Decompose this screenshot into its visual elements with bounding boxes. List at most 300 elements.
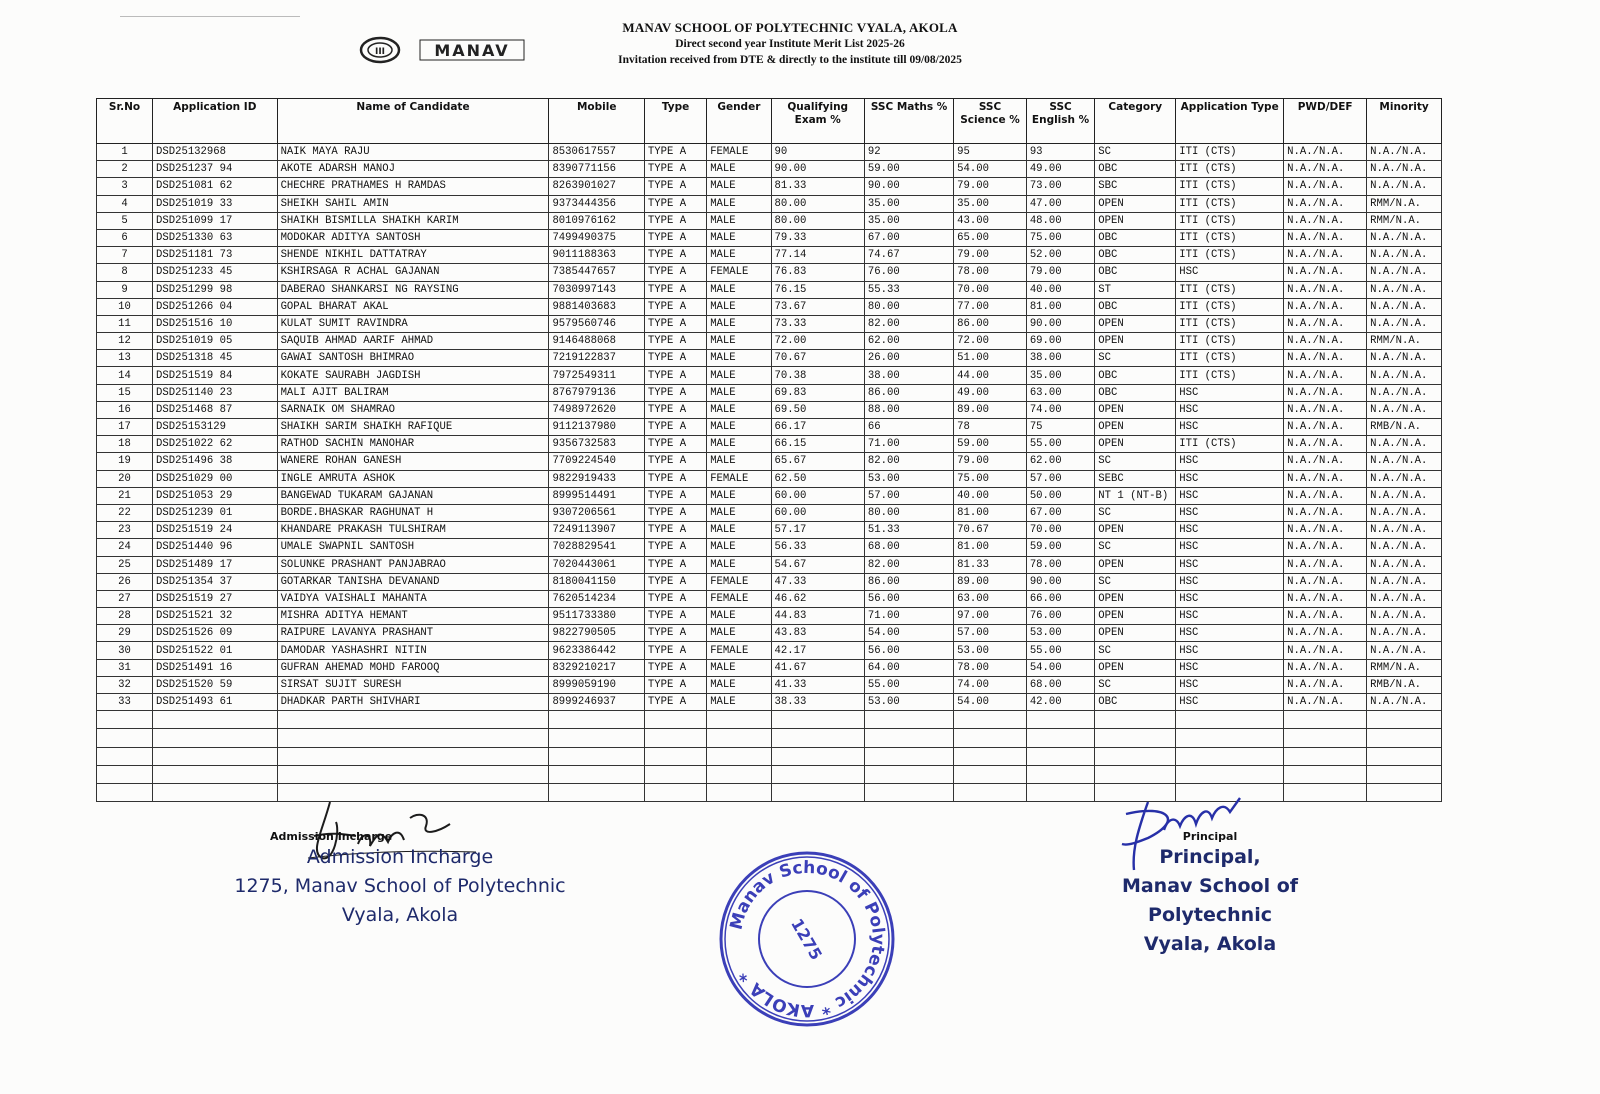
table-row (97, 625, 1442, 642)
table-cell: 59.00 (864, 161, 953, 178)
table-cell: N.A./N.A. (1284, 298, 1367, 315)
table-row (97, 659, 1442, 676)
table-cell: DSD251468 87 (153, 401, 278, 418)
table-cell: 73.67 (771, 298, 864, 315)
empty-cell (97, 729, 153, 747)
institute-title: MANAV SCHOOL OF POLYTECHNIC VYALA, AKOLA (622, 20, 958, 35)
table-cell: 27 (97, 590, 153, 607)
table-row (97, 419, 1442, 436)
top-rule (120, 16, 300, 17)
table-cell: TYPE A (644, 556, 706, 573)
empty-cell (707, 765, 771, 783)
empty-cell (1026, 729, 1094, 747)
table-cell: 47.00 (1026, 195, 1094, 212)
empty-cell (549, 765, 644, 783)
document-header (560, 20, 1020, 68)
table-cell: 9579560746 (549, 315, 644, 332)
table-cell: OPEN (1095, 401, 1176, 418)
table-cell: HSC (1176, 590, 1284, 607)
table-cell: 90.00 (1026, 573, 1094, 590)
admission-incharge-label: Admission Incharge (270, 830, 393, 843)
table-cell: 53.00 (954, 642, 1027, 659)
table-cell: DSD25132968 (153, 144, 278, 161)
empty-cell (549, 747, 644, 765)
empty-row (97, 747, 1442, 765)
table-cell: N.A./N.A. (1284, 419, 1367, 436)
table-row (97, 161, 1442, 178)
table-cell: OPEN (1095, 556, 1176, 573)
table-cell: 86.00 (954, 315, 1027, 332)
table-cell: 97.00 (954, 608, 1027, 625)
table-cell: RMM/N.A. (1367, 195, 1442, 212)
table-cell: 54.00 (954, 161, 1027, 178)
table-cell: 62.00 (864, 333, 953, 350)
table-cell: 79.00 (1026, 264, 1094, 281)
table-cell: N.A./N.A. (1367, 384, 1442, 401)
table-cell: MALE (707, 229, 771, 246)
table-cell: TYPE A (644, 436, 706, 453)
table-cell: DSD251140 23 (153, 384, 278, 401)
table-cell: HSC (1176, 522, 1284, 539)
table-cell: TYPE A (644, 264, 706, 281)
table-cell: OBC (1095, 367, 1176, 384)
column-header: Mobile (549, 99, 644, 144)
table-cell: N.A./N.A. (1284, 573, 1367, 590)
table-cell: HSC (1176, 659, 1284, 676)
table-cell: MALE (707, 333, 771, 350)
table-cell: 8999246937 (549, 694, 644, 711)
table-row (97, 281, 1442, 298)
table-cell: OPEN (1095, 522, 1176, 539)
table-row (97, 436, 1442, 453)
table-cell: 47.33 (771, 573, 864, 590)
table-cell: 46.62 (771, 590, 864, 607)
empty-cell (954, 711, 1027, 729)
table-cell: TYPE A (644, 590, 706, 607)
table-cell: 69.83 (771, 384, 864, 401)
table-cell: ITI (CTS) (1176, 229, 1284, 246)
table-cell: 23 (97, 522, 153, 539)
table-cell: DSD251233 45 (153, 264, 278, 281)
table-cell: 50.00 (1026, 487, 1094, 504)
table-cell: TYPE A (644, 504, 706, 521)
table-cell: DSD251493 61 (153, 694, 278, 711)
column-header: Category (1095, 99, 1176, 144)
column-header: Gender (707, 99, 771, 144)
table-cell: 14 (97, 367, 153, 384)
table-cell: TYPE A (644, 401, 706, 418)
table-cell: 57.00 (864, 487, 953, 504)
table-cell: ITI (CTS) (1176, 161, 1284, 178)
table-cell: 7020443061 (549, 556, 644, 573)
table-row (97, 195, 1442, 212)
empty-cell (1367, 729, 1442, 747)
table-cell: 13 (97, 350, 153, 367)
table-cell: 26.00 (864, 350, 953, 367)
table-cell: 29 (97, 625, 153, 642)
table-cell: MALE (707, 504, 771, 521)
table-cell: 49.00 (954, 384, 1027, 401)
table-cell: KULAT SUMIT RAVINDRA (277, 315, 549, 332)
table-cell: N.A./N.A. (1367, 315, 1442, 332)
table-cell: GOPAL BHARAT AKAL (277, 298, 549, 315)
table-cell: 9373444356 (549, 195, 644, 212)
table-row (97, 264, 1442, 281)
table-cell: 42.17 (771, 642, 864, 659)
table-cell: 86.00 (864, 384, 953, 401)
table-cell: DSD25153129 (153, 419, 278, 436)
table-cell: 8180041150 (549, 573, 644, 590)
table-cell: DSD251081 62 (153, 178, 278, 195)
table-cell: 70.00 (954, 281, 1027, 298)
table-cell: DSD251496 38 (153, 453, 278, 470)
empty-cell (707, 783, 771, 801)
table-cell: N.A./N.A. (1284, 264, 1367, 281)
empty-cell (1367, 783, 1442, 801)
table-cell: 20 (97, 470, 153, 487)
table-cell: N.A./N.A. (1367, 694, 1442, 711)
table-cell: VAIDYA VAISHALI MAHANTA (277, 590, 549, 607)
empty-cell (707, 711, 771, 729)
table-cell: HSC (1176, 608, 1284, 625)
table-cell: 62.50 (771, 470, 864, 487)
table-cell: N.A./N.A. (1367, 453, 1442, 470)
table-cell: RATHOD SACHIN MANOHAR (277, 436, 549, 453)
table-cell: N.A./N.A. (1284, 281, 1367, 298)
table-cell: 67.00 (864, 229, 953, 246)
table-cell: 21 (97, 487, 153, 504)
table-cell: 41.33 (771, 676, 864, 693)
table-cell: N.A./N.A. (1367, 281, 1442, 298)
table-cell: KOKATE SAURABH JAGDISH (277, 367, 549, 384)
stamp-center-code: 1275 (787, 915, 826, 964)
table-cell: 10 (97, 298, 153, 315)
table-cell: 7620514234 (549, 590, 644, 607)
table-cell: DSD251099 17 (153, 212, 278, 229)
table-cell: 40.00 (954, 487, 1027, 504)
table-cell: SBC (1095, 178, 1176, 195)
table-cell: 54.67 (771, 556, 864, 573)
table-cell: ITI (CTS) (1176, 144, 1284, 161)
table-row (97, 453, 1442, 470)
table-cell: N.A./N.A. (1367, 590, 1442, 607)
table-row (97, 694, 1442, 711)
table-cell: 73.00 (1026, 178, 1094, 195)
table-cell: N.A./N.A. (1284, 659, 1367, 676)
empty-row (97, 711, 1442, 729)
table-cell: 5 (97, 212, 153, 229)
empty-cell (1367, 747, 1442, 765)
table-cell: N.A./N.A. (1284, 315, 1367, 332)
table-cell: 9511733380 (549, 608, 644, 625)
table-cell: 55.00 (1026, 436, 1094, 453)
table-cell: 30 (97, 642, 153, 659)
table-cell: 77.14 (771, 247, 864, 264)
table-cell: 53.00 (864, 694, 953, 711)
table-cell: 41.67 (771, 659, 864, 676)
table-cell: DSD251489 17 (153, 556, 278, 573)
table-cell: MALE (707, 522, 771, 539)
table-header-row (97, 99, 1442, 144)
table-cell: N.A./N.A. (1367, 539, 1442, 556)
table-cell: HSC (1176, 694, 1284, 711)
table-cell: MALE (707, 178, 771, 195)
table-cell: N.A./N.A. (1284, 195, 1367, 212)
table-cell: TYPE A (644, 333, 706, 350)
table-row (97, 556, 1442, 573)
empty-cell (954, 747, 1027, 765)
table-cell: 48.00 (1026, 212, 1094, 229)
empty-cell (153, 711, 278, 729)
table-cell: 9011188363 (549, 247, 644, 264)
empty-cell (1176, 765, 1284, 783)
table-cell: HSC (1176, 401, 1284, 418)
table-row (97, 522, 1442, 539)
table-cell: 77.00 (954, 298, 1027, 315)
table-cell: 60.00 (771, 487, 864, 504)
table-cell: OPEN (1095, 315, 1176, 332)
table-cell: N.A./N.A. (1284, 556, 1367, 573)
table-cell: 35.00 (1026, 367, 1094, 384)
table-cell: DSD251181 73 (153, 247, 278, 264)
table-cell: HSC (1176, 487, 1284, 504)
principal-block (1060, 830, 1360, 959)
table-cell: MISHRA ADITYA HEMANT (277, 608, 549, 625)
table-cell: 76.83 (771, 264, 864, 281)
table-cell: MALE (707, 694, 771, 711)
table-cell: 89.00 (954, 401, 1027, 418)
table-cell: 64.00 (864, 659, 953, 676)
empty-cell (1095, 711, 1176, 729)
empty-cell (954, 765, 1027, 783)
table-cell: 28 (97, 608, 153, 625)
table-cell: 56.00 (864, 590, 953, 607)
table-cell: 81.33 (954, 556, 1027, 573)
table-cell: 12 (97, 333, 153, 350)
table-cell: 59.00 (1026, 539, 1094, 556)
table-row (97, 573, 1442, 590)
table-cell: TYPE A (644, 384, 706, 401)
table-cell: MALE (707, 384, 771, 401)
table-cell: 73.33 (771, 315, 864, 332)
table-cell: DSD251022 62 (153, 436, 278, 453)
table-cell: N.A./N.A. (1367, 264, 1442, 281)
table-cell: 49.00 (1026, 161, 1094, 178)
table-cell: ITI (CTS) (1176, 333, 1284, 350)
table-cell: TYPE A (644, 608, 706, 625)
empty-cell (771, 747, 864, 765)
table-cell: 70.38 (771, 367, 864, 384)
table-cell: 80.00 (771, 212, 864, 229)
table-cell: 65.00 (954, 229, 1027, 246)
table-cell: FEMALE (707, 470, 771, 487)
table-row (97, 470, 1442, 487)
empty-cell (771, 783, 864, 801)
empty-cell (1284, 783, 1367, 801)
table-cell: MALE (707, 247, 771, 264)
table-cell: RMB/N.A. (1367, 676, 1442, 693)
table-cell: 71.00 (864, 436, 953, 453)
table-cell: ITI (CTS) (1176, 436, 1284, 453)
empty-cell (549, 783, 644, 801)
table-cell: RMM/N.A. (1367, 659, 1442, 676)
table-cell: 70.00 (1026, 522, 1094, 539)
empty-cell (97, 783, 153, 801)
table-cell: 9112137980 (549, 419, 644, 436)
admission-incharge-title: Admission Incharge (306, 846, 494, 868)
table-cell: 76.15 (771, 281, 864, 298)
table-cell: 71.00 (864, 608, 953, 625)
table-cell: TYPE A (644, 487, 706, 504)
table-cell: 65.67 (771, 453, 864, 470)
table-cell: N.A./N.A. (1284, 178, 1367, 195)
table-cell: 88.00 (864, 401, 953, 418)
table-row (97, 333, 1442, 350)
empty-cell (1284, 747, 1367, 765)
table-cell: 78.00 (954, 659, 1027, 676)
table-cell: OPEN (1095, 333, 1176, 350)
table-cell: MALE (707, 298, 771, 315)
table-cell: MALE (707, 608, 771, 625)
table-cell: DSD251354 37 (153, 573, 278, 590)
table-row (97, 539, 1442, 556)
table-cell: 8010976162 (549, 212, 644, 229)
table-cell: 9 (97, 281, 153, 298)
table-cell: DSD251522 01 (153, 642, 278, 659)
table-cell: HSC (1176, 504, 1284, 521)
table-cell: AKOTE ADARSH MANOJ (277, 161, 549, 178)
table-cell: TYPE A (644, 298, 706, 315)
table-cell: 7498972620 (549, 401, 644, 418)
table-cell: TYPE A (644, 247, 706, 264)
table-cell: 52.00 (1026, 247, 1094, 264)
merit-table (96, 98, 1442, 802)
table-cell: FEMALE (707, 144, 771, 161)
table-cell: HSC (1176, 264, 1284, 281)
table-cell: GUFRAN AHEMAD MOHD FAROOQ (277, 659, 549, 676)
table-cell: TYPE A (644, 676, 706, 693)
table-cell: HSC (1176, 625, 1284, 642)
table-cell: MALE (707, 419, 771, 436)
table-cell: 7249113907 (549, 522, 644, 539)
table-cell: RAIPURE LAVANYA PRASHANT (277, 625, 549, 642)
table-cell: N.A./N.A. (1284, 608, 1367, 625)
table-cell: 78 (954, 419, 1027, 436)
table-cell: N.A./N.A. (1284, 401, 1367, 418)
empty-cell (1284, 765, 1367, 783)
table-cell: 7028829541 (549, 539, 644, 556)
table-cell: DSD251521 32 (153, 608, 278, 625)
table-cell: WANERE ROHAN GANESH (277, 453, 549, 470)
empty-cell (644, 783, 706, 801)
table-cell: 54.00 (864, 625, 953, 642)
table-cell: DSD251520 59 (153, 676, 278, 693)
table-cell: 74.00 (1026, 401, 1094, 418)
table-cell: ITI (CTS) (1176, 195, 1284, 212)
table-cell: 7 (97, 247, 153, 264)
table-cell: MALE (707, 401, 771, 418)
table-cell: 1 (97, 144, 153, 161)
table-row (97, 315, 1442, 332)
empty-cell (864, 783, 953, 801)
table-cell: 33 (97, 694, 153, 711)
table-cell: FEMALE (707, 264, 771, 281)
table-cell: BANGEWAD TUKARAM GAJANAN (277, 487, 549, 504)
empty-cell (771, 765, 864, 783)
table-cell: OBC (1095, 229, 1176, 246)
table-body (97, 144, 1442, 802)
table-cell: 81.00 (954, 504, 1027, 521)
table-cell: 90.00 (1026, 315, 1094, 332)
table-cell: 76.00 (864, 264, 953, 281)
table-cell: 82.00 (864, 556, 953, 573)
column-header: Application Type (1176, 99, 1284, 144)
table-cell: N.A./N.A. (1284, 247, 1367, 264)
table-cell: OPEN (1095, 659, 1176, 676)
admission-institute-name: 1275, Manav School of Polytechnic (234, 875, 566, 897)
table-cell: MALE (707, 161, 771, 178)
table-cell: N.A./N.A. (1367, 625, 1442, 642)
table-cell: SOLUNKE PRASHANT PANJABRAO (277, 556, 549, 573)
table-cell: 9881403683 (549, 298, 644, 315)
table-cell: OBC (1095, 247, 1176, 264)
table-cell: SEBC (1095, 470, 1176, 487)
table-cell: HSC (1176, 556, 1284, 573)
table-cell: OPEN (1095, 195, 1176, 212)
table-cell: TYPE A (644, 315, 706, 332)
table-cell: DSD251440 96 (153, 539, 278, 556)
table-cell: 67.00 (1026, 504, 1094, 521)
table-cell: MALE (707, 659, 771, 676)
table-cell: MALE (707, 453, 771, 470)
table-cell: 9623386442 (549, 642, 644, 659)
table-cell: 72.00 (771, 333, 864, 350)
table-cell: 57.00 (954, 625, 1027, 642)
table-cell: 74.00 (954, 676, 1027, 693)
table-cell: 9822790505 (549, 625, 644, 642)
table-cell: N.A./N.A. (1284, 676, 1367, 693)
table-cell: SHEIKH SAHIL AMIN (277, 195, 549, 212)
empty-cell (864, 711, 953, 729)
table-cell: N.A./N.A. (1284, 350, 1367, 367)
table-cell: MALE (707, 625, 771, 642)
column-header: SSC English % (1026, 99, 1094, 144)
table-cell: BORDE.BHASKAR RAGHUNAT H (277, 504, 549, 521)
table-cell: TYPE A (644, 350, 706, 367)
table-cell: N.A./N.A. (1367, 144, 1442, 161)
table-cell: 56.33 (771, 539, 864, 556)
empty-cell (1026, 765, 1094, 783)
empty-cell (1095, 747, 1176, 765)
empty-cell (277, 729, 549, 747)
column-header: Name of Candidate (277, 99, 549, 144)
table-cell: 54.00 (954, 694, 1027, 711)
empty-cell (954, 729, 1027, 747)
table-cell: OBC (1095, 694, 1176, 711)
table-cell: 57.17 (771, 522, 864, 539)
table-cell: NT 1 (NT-B) (1095, 487, 1176, 504)
table-cell: SHAIKH SARIM SHAIKH RAFIQUE (277, 419, 549, 436)
empty-cell (1367, 765, 1442, 783)
table-cell: 80.00 (864, 504, 953, 521)
table-cell: OPEN (1095, 419, 1176, 436)
empty-cell (1176, 711, 1284, 729)
table-cell: DSD251019 05 (153, 333, 278, 350)
table-cell: 38.33 (771, 694, 864, 711)
table-cell: N.A./N.A. (1367, 436, 1442, 453)
table-cell: N.A./N.A. (1284, 436, 1367, 453)
empty-cell (1026, 747, 1094, 765)
